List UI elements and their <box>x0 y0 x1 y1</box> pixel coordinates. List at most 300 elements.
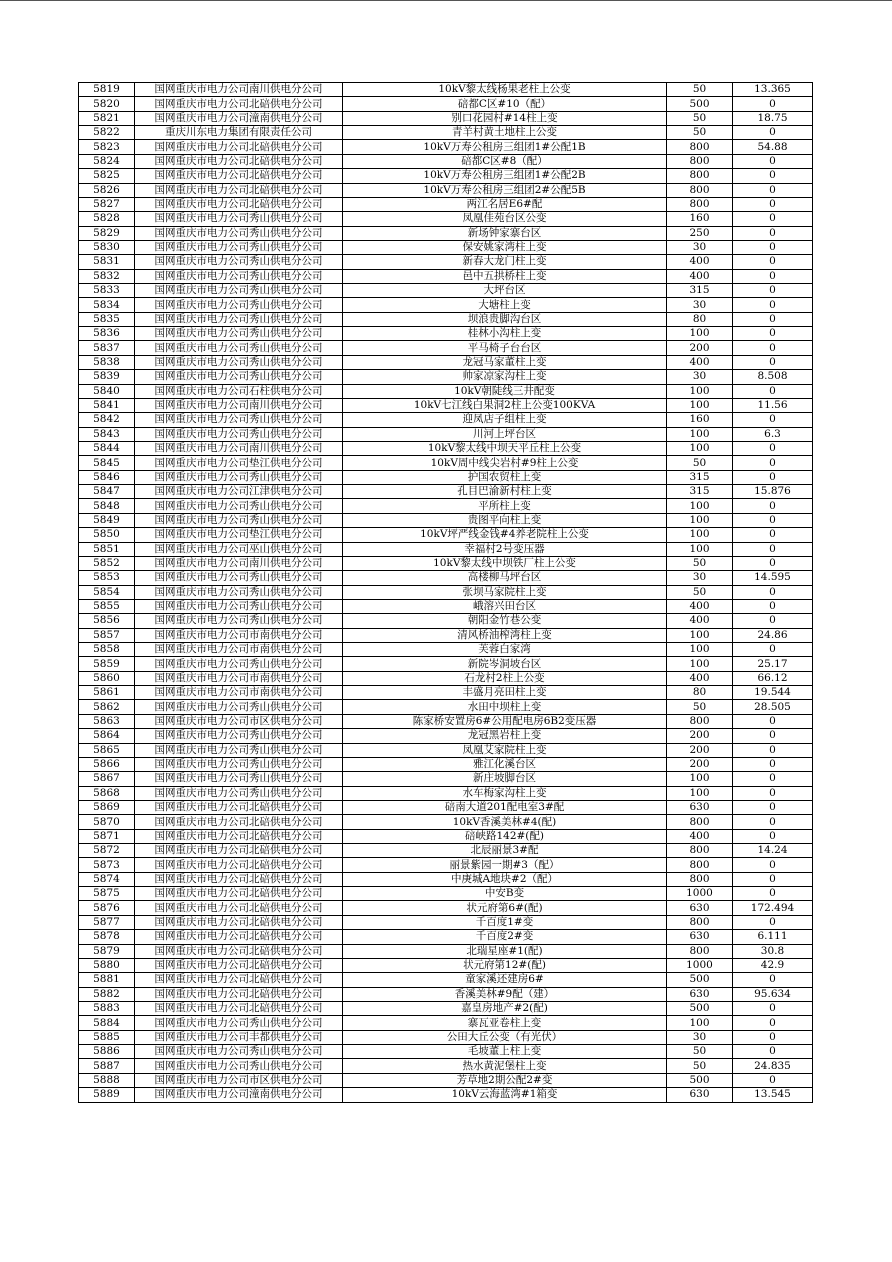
value-cell: 25.17 <box>733 657 813 671</box>
row-number-cell: 5821 <box>79 111 135 125</box>
row-number-cell: 5842 <box>79 413 135 427</box>
transformer-name-cell: 10kV黎太线杨果老柱上公变 <box>343 83 667 97</box>
company-cell: 国网重庆市电力公司秀山供电分公司 <box>135 298 343 312</box>
transformer-name-cell: 10kV香溪美林#4(配) <box>343 815 667 829</box>
row-number-cell: 5846 <box>79 470 135 484</box>
transformer-name-cell: 丽景紫园一期#3（配） <box>343 858 667 872</box>
value-cell: 0 <box>733 226 813 240</box>
table-row <box>79 140 813 154</box>
table-row <box>79 643 813 657</box>
row-number-cell: 5869 <box>79 800 135 814</box>
company-cell: 国网重庆市电力公司北碚供电分公司 <box>135 901 343 915</box>
table-row <box>79 714 813 728</box>
capacity-cell: 800 <box>667 154 733 168</box>
company-cell: 国网重庆市电力公司北碚供电分公司 <box>135 987 343 1001</box>
row-number-cell: 5841 <box>79 398 135 412</box>
transformer-name-cell: 热水黄泥堡柱上变 <box>343 1059 667 1073</box>
value-cell: 30.8 <box>733 944 813 958</box>
transformer-name-cell: 雅江化溪台区 <box>343 757 667 771</box>
value-cell: 15.876 <box>733 485 813 499</box>
table-row <box>79 628 813 642</box>
value-cell: 95.634 <box>733 987 813 1001</box>
transformer-name-cell: 10kV七江线白果洞2柱上公变100KVA <box>343 398 667 412</box>
value-cell: 0 <box>733 355 813 369</box>
capacity-cell: 100 <box>667 384 733 398</box>
transformer-name-cell: 毛坡董上柱上变 <box>343 1045 667 1059</box>
row-number-cell: 5885 <box>79 1030 135 1044</box>
transformer-name-cell: 碚峡路142#(配) <box>343 829 667 843</box>
table-row <box>79 800 813 814</box>
capacity-cell: 800 <box>667 858 733 872</box>
transformer-name-cell: 高楼柳马坪台区 <box>343 571 667 585</box>
value-cell: 13.365 <box>733 83 813 97</box>
capacity-cell: 200 <box>667 743 733 757</box>
transformer-name-cell: 中庚城A地块#2（配） <box>343 872 667 886</box>
capacity-cell: 80 <box>667 312 733 326</box>
capacity-cell: 80 <box>667 686 733 700</box>
company-cell: 国网重庆市电力公司北碚供电分公司 <box>135 97 343 111</box>
value-cell: 8.508 <box>733 370 813 384</box>
row-number-cell: 5827 <box>79 197 135 211</box>
row-number-cell: 5889 <box>79 1088 135 1102</box>
table-row <box>79 987 813 1001</box>
table-body <box>79 83 813 1103</box>
row-number-cell: 5840 <box>79 384 135 398</box>
company-cell: 国网重庆市电力公司北碚供电分公司 <box>135 973 343 987</box>
table-row <box>79 944 813 958</box>
value-cell: 14.24 <box>733 844 813 858</box>
row-number-cell: 5888 <box>79 1073 135 1087</box>
table-row <box>79 111 813 125</box>
table-row <box>79 829 813 843</box>
table-row <box>79 858 813 872</box>
transformer-name-cell: 龙冠黑岩柱上变 <box>343 729 667 743</box>
capacity-cell: 100 <box>667 786 733 800</box>
transformer-name-cell: 芙蓉白家湾 <box>343 643 667 657</box>
value-cell: 18.75 <box>733 111 813 125</box>
capacity-cell: 315 <box>667 485 733 499</box>
transformer-name-cell: 凤凰艾家院柱上变 <box>343 743 667 757</box>
company-cell: 国网重庆市电力公司北碚供电分公司 <box>135 844 343 858</box>
transformer-name-cell: 桂林小沟柱上变 <box>343 327 667 341</box>
transformer-name-cell: 丰盛月亮田柱上变 <box>343 686 667 700</box>
row-number-cell: 5838 <box>79 355 135 369</box>
value-cell: 0 <box>733 542 813 556</box>
table-row <box>79 384 813 398</box>
capacity-cell: 1000 <box>667 887 733 901</box>
row-number-cell: 5854 <box>79 585 135 599</box>
company-cell: 重庆川东电力集团有限责任公司 <box>135 126 343 140</box>
table-row <box>79 413 813 427</box>
table-row <box>79 786 813 800</box>
company-cell: 国网重庆市电力公司秀山供电分公司 <box>135 370 343 384</box>
row-number-cell: 5861 <box>79 686 135 700</box>
capacity-cell: 400 <box>667 671 733 685</box>
capacity-cell: 50 <box>667 83 733 97</box>
table-row <box>79 83 813 97</box>
capacity-cell: 630 <box>667 987 733 1001</box>
value-cell: 0 <box>733 327 813 341</box>
value-cell: 0 <box>733 1002 813 1016</box>
value-cell: 0 <box>733 456 813 470</box>
value-cell: 28.505 <box>733 700 813 714</box>
company-cell: 国网重庆市电力公司秀山供电分公司 <box>135 1016 343 1030</box>
table-row <box>79 556 813 570</box>
row-number-cell: 5887 <box>79 1059 135 1073</box>
capacity-cell: 30 <box>667 240 733 254</box>
transformer-name-cell: 平马椅子台台区 <box>343 341 667 355</box>
value-cell: 0 <box>733 973 813 987</box>
row-number-cell: 5872 <box>79 844 135 858</box>
company-cell: 国网重庆市电力公司秀山供电分公司 <box>135 614 343 628</box>
company-cell: 国网重庆市电力公司北碚供电分公司 <box>135 829 343 843</box>
capacity-cell: 800 <box>667 197 733 211</box>
capacity-cell: 630 <box>667 930 733 944</box>
company-cell: 国网重庆市电力公司秀山供电分公司 <box>135 599 343 613</box>
row-number-cell: 5860 <box>79 671 135 685</box>
row-number-cell: 5826 <box>79 183 135 197</box>
transformer-table <box>78 82 813 1103</box>
value-cell: 0 <box>733 643 813 657</box>
table-row <box>79 1016 813 1030</box>
capacity-cell: 100 <box>667 772 733 786</box>
transformer-name-cell: 千百度1#变 <box>343 915 667 929</box>
row-number-cell: 5862 <box>79 700 135 714</box>
capacity-cell: 50 <box>667 111 733 125</box>
value-cell: 0 <box>733 800 813 814</box>
value-cell: 42.9 <box>733 958 813 972</box>
capacity-cell: 315 <box>667 284 733 298</box>
company-cell: 国网重庆市电力公司北碚供电分公司 <box>135 915 343 929</box>
transformer-name-cell: 川河上坪台区 <box>343 427 667 441</box>
capacity-cell: 100 <box>667 628 733 642</box>
table-row <box>79 599 813 613</box>
table-row <box>79 169 813 183</box>
company-cell: 国网重庆市电力公司秀山供电分公司 <box>135 427 343 441</box>
value-cell: 66.12 <box>733 671 813 685</box>
table-row <box>79 499 813 513</box>
transformer-name-cell: 幸福村2号变压器 <box>343 542 667 556</box>
transformer-name-cell: 碚南大道201配电室3#配 <box>343 800 667 814</box>
capacity-cell: 400 <box>667 599 733 613</box>
value-cell: 0 <box>733 528 813 542</box>
company-cell: 国网重庆市电力公司秀山供电分公司 <box>135 743 343 757</box>
table-row <box>79 212 813 226</box>
company-cell: 国网重庆市电力公司潼南供电分公司 <box>135 111 343 125</box>
value-cell: 172.494 <box>733 901 813 915</box>
table-row <box>79 427 813 441</box>
transformer-name-cell: 碚都C区#10（配） <box>343 97 667 111</box>
value-cell: 0 <box>733 240 813 254</box>
value-cell: 0 <box>733 915 813 929</box>
transformer-name-cell: 碚都C区#8（配） <box>343 154 667 168</box>
capacity-cell: 800 <box>667 183 733 197</box>
company-cell: 国网重庆市电力公司南川供电分公司 <box>135 441 343 455</box>
company-cell: 国网重庆市电力公司秀山供电分公司 <box>135 240 343 254</box>
table-row <box>79 700 813 714</box>
transformer-name-cell: 10kV周中线尖岩村#9柱上公变 <box>343 456 667 470</box>
company-cell: 国网重庆市电力公司市南供电分公司 <box>135 671 343 685</box>
transformer-name-cell: 10kV黎太线中坝铁厂柱上公变 <box>343 556 667 570</box>
capacity-cell: 800 <box>667 844 733 858</box>
company-cell: 国网重庆市电力公司秀山供电分公司 <box>135 413 343 427</box>
transformer-name-cell: 凤凰佳苑台区公变 <box>343 212 667 226</box>
transformer-name-cell: 新春大龙门柱上变 <box>343 255 667 269</box>
table-row <box>79 542 813 556</box>
company-cell: 国网重庆市电力公司秀山供电分公司 <box>135 700 343 714</box>
company-cell: 国网重庆市电力公司秀山供电分公司 <box>135 327 343 341</box>
row-number-cell: 5822 <box>79 126 135 140</box>
transformer-name-cell: 贵图平向柱上变 <box>343 513 667 527</box>
row-number-cell: 5857 <box>79 628 135 642</box>
capacity-cell: 500 <box>667 973 733 987</box>
value-cell: 6.111 <box>733 930 813 944</box>
table-row <box>79 887 813 901</box>
company-cell: 国网重庆市电力公司秀山供电分公司 <box>135 757 343 771</box>
company-cell: 国网重庆市电力公司北碚供电分公司 <box>135 154 343 168</box>
company-cell: 国网重庆市电力公司秀山供电分公司 <box>135 657 343 671</box>
company-cell: 国网重庆市电力公司市区供电分公司 <box>135 1073 343 1087</box>
value-cell: 0 <box>733 743 813 757</box>
company-cell: 国网重庆市电力公司市南供电分公司 <box>135 686 343 700</box>
value-cell: 0 <box>733 1016 813 1030</box>
table-row <box>79 341 813 355</box>
capacity-cell: 500 <box>667 1073 733 1087</box>
row-number-cell: 5843 <box>79 427 135 441</box>
table-row <box>79 456 813 470</box>
company-cell: 国网重庆市电力公司北碚供电分公司 <box>135 169 343 183</box>
value-cell: 0 <box>733 1073 813 1087</box>
company-cell: 国网重庆市电力公司北碚供电分公司 <box>135 183 343 197</box>
capacity-cell: 30 <box>667 1030 733 1044</box>
row-number-cell: 5851 <box>79 542 135 556</box>
row-number-cell: 5847 <box>79 485 135 499</box>
capacity-cell: 800 <box>667 140 733 154</box>
capacity-cell: 100 <box>667 542 733 556</box>
transformer-name-cell: 芳草地2期公配2#变 <box>343 1073 667 1087</box>
value-cell: 0 <box>733 183 813 197</box>
value-cell: 0 <box>733 154 813 168</box>
value-cell: 0 <box>733 312 813 326</box>
transformer-name-cell: 公田大丘公变（有光伏） <box>343 1030 667 1044</box>
value-cell: 0 <box>733 126 813 140</box>
transformer-name-cell: 中安B变 <box>343 887 667 901</box>
company-cell: 国网重庆市电力公司秀山供电分公司 <box>135 513 343 527</box>
row-number-cell: 5871 <box>79 829 135 843</box>
value-cell: 0 <box>733 255 813 269</box>
row-number-cell: 5877 <box>79 915 135 929</box>
table-row <box>79 513 813 527</box>
company-cell: 国网重庆市电力公司潼南供电分公司 <box>135 1088 343 1102</box>
table-row <box>79 1045 813 1059</box>
capacity-cell: 30 <box>667 298 733 312</box>
transformer-name-cell: 童家溪还建房6# <box>343 973 667 987</box>
company-cell: 国网重庆市电力公司秀山供电分公司 <box>135 255 343 269</box>
table-row <box>79 97 813 111</box>
table-row <box>79 528 813 542</box>
row-number-cell: 5882 <box>79 987 135 1001</box>
capacity-cell: 315 <box>667 470 733 484</box>
table-row <box>79 183 813 197</box>
capacity-cell: 630 <box>667 800 733 814</box>
row-number-cell: 5864 <box>79 729 135 743</box>
value-cell: 0 <box>733 872 813 886</box>
capacity-cell: 200 <box>667 757 733 771</box>
company-cell: 国网重庆市电力公司北碚供电分公司 <box>135 944 343 958</box>
transformer-name-cell: 大塘柱上变 <box>343 298 667 312</box>
transformer-name-cell: 10kV万寿公租房三组团1#公配2B <box>343 169 667 183</box>
table-row <box>79 126 813 140</box>
capacity-cell: 100 <box>667 657 733 671</box>
row-number-cell: 5824 <box>79 154 135 168</box>
capacity-cell: 400 <box>667 829 733 843</box>
transformer-name-cell: 新场钟家寨台区 <box>343 226 667 240</box>
capacity-cell: 100 <box>667 513 733 527</box>
transformer-name-cell: 10kV万寿公租房三组团2#公配5B <box>343 183 667 197</box>
row-number-cell: 5830 <box>79 240 135 254</box>
company-cell: 国网重庆市电力公司垫江供电分公司 <box>135 456 343 470</box>
company-cell: 国网重庆市电力公司石柱供电分公司 <box>135 384 343 398</box>
transformer-name-cell: 水车梅家沟柱上变 <box>343 786 667 800</box>
transformer-name-cell: 陈家桥安置房6#公用配电房6B2变压器 <box>343 714 667 728</box>
company-cell: 国网重庆市电力公司垫江供电分公司 <box>135 528 343 542</box>
table-row <box>79 1088 813 1102</box>
row-number-cell: 5823 <box>79 140 135 154</box>
value-cell: 0 <box>733 757 813 771</box>
transformer-name-cell: 张坝马家院柱上变 <box>343 585 667 599</box>
transformer-name-cell: 10kV云海蓝湾#1箱变 <box>343 1088 667 1102</box>
row-number-cell: 5850 <box>79 528 135 542</box>
row-number-cell: 5849 <box>79 513 135 527</box>
company-cell: 国网重庆市电力公司丰都供电分公司 <box>135 1030 343 1044</box>
capacity-cell: 800 <box>667 944 733 958</box>
company-cell: 国网重庆市电力公司北碚供电分公司 <box>135 140 343 154</box>
row-number-cell: 5875 <box>79 887 135 901</box>
transformer-name-cell: 龙冠马家董柱上变 <box>343 355 667 369</box>
capacity-cell: 630 <box>667 1088 733 1102</box>
transformer-name-cell: 10kV黎太线中坝天平丘柱上公变 <box>343 441 667 455</box>
company-cell: 国网重庆市电力公司秀山供电分公司 <box>135 1059 343 1073</box>
transformer-name-cell: 平所柱上变 <box>343 499 667 513</box>
table-row <box>79 327 813 341</box>
table-row <box>79 441 813 455</box>
value-cell: 14.595 <box>733 571 813 585</box>
table-row <box>79 571 813 585</box>
table-row <box>79 729 813 743</box>
capacity-cell: 800 <box>667 169 733 183</box>
table-row <box>79 772 813 786</box>
table-row <box>79 1030 813 1044</box>
capacity-cell: 50 <box>667 585 733 599</box>
transformer-name-cell: 10kV万寿公租房三组团1#公配1B <box>343 140 667 154</box>
company-cell: 国网重庆市电力公司秀山供电分公司 <box>135 1045 343 1059</box>
capacity-cell: 100 <box>667 643 733 657</box>
transformer-name-cell: 状元府第6#(配) <box>343 901 667 915</box>
value-cell: 0 <box>733 729 813 743</box>
table-row <box>79 1073 813 1087</box>
row-number-cell: 5836 <box>79 327 135 341</box>
transformer-name-cell: 10kV朝陡线三井配变 <box>343 384 667 398</box>
table-row <box>79 671 813 685</box>
value-cell: 0 <box>733 772 813 786</box>
value-cell: 6.3 <box>733 427 813 441</box>
capacity-cell: 50 <box>667 1059 733 1073</box>
row-number-cell: 5845 <box>79 456 135 470</box>
company-cell: 国网重庆市电力公司北碚供电分公司 <box>135 800 343 814</box>
company-cell: 国网重庆市电力公司北碚供电分公司 <box>135 887 343 901</box>
table-row <box>79 844 813 858</box>
row-number-cell: 5873 <box>79 858 135 872</box>
transformer-name-cell: 北辰丽景3#配 <box>343 844 667 858</box>
transformer-name-cell: 帅家凉家沟柱上变 <box>343 370 667 384</box>
table-row <box>79 298 813 312</box>
value-cell: 54.88 <box>733 140 813 154</box>
capacity-cell: 800 <box>667 872 733 886</box>
row-number-cell: 5834 <box>79 298 135 312</box>
transformer-name-cell: 清风桥油榨湾柱上变 <box>343 628 667 642</box>
capacity-cell: 500 <box>667 97 733 111</box>
table-row <box>79 370 813 384</box>
capacity-cell: 630 <box>667 901 733 915</box>
row-number-cell: 5855 <box>79 599 135 613</box>
value-cell: 0 <box>733 1030 813 1044</box>
capacity-cell: 30 <box>667 370 733 384</box>
value-cell: 0 <box>733 284 813 298</box>
table-row <box>79 973 813 987</box>
transformer-name-cell: 状元府第12#(配) <box>343 958 667 972</box>
row-number-cell: 5853 <box>79 571 135 585</box>
table-row <box>79 901 813 915</box>
table-row <box>79 657 813 671</box>
row-number-cell: 5870 <box>79 815 135 829</box>
transformer-name-cell: 嘉皇房地产#2(配) <box>343 1002 667 1016</box>
value-cell: 0 <box>733 384 813 398</box>
row-number-cell: 5879 <box>79 944 135 958</box>
row-number-cell: 5844 <box>79 441 135 455</box>
capacity-cell: 100 <box>667 398 733 412</box>
company-cell: 国网重庆市电力公司秀山供电分公司 <box>135 729 343 743</box>
table-row <box>79 1059 813 1073</box>
page-top-rule <box>0 0 892 1</box>
capacity-cell: 50 <box>667 126 733 140</box>
transformer-name-cell: 迎凤店子组柱上变 <box>343 413 667 427</box>
capacity-cell: 30 <box>667 571 733 585</box>
value-cell: 13.545 <box>733 1088 813 1102</box>
value-cell: 0 <box>733 786 813 800</box>
capacity-cell: 1000 <box>667 958 733 972</box>
capacity-cell: 100 <box>667 1016 733 1030</box>
transformer-name-cell: 青羊村黄土地柱上公变 <box>343 126 667 140</box>
transformer-name-cell: 坝浪贵脚沟台区 <box>343 312 667 326</box>
transformer-name-cell: 新院岑洞坡台区 <box>343 657 667 671</box>
capacity-cell: 100 <box>667 499 733 513</box>
value-cell: 0 <box>733 513 813 527</box>
row-number-cell: 5883 <box>79 1002 135 1016</box>
table-row <box>79 757 813 771</box>
value-cell: 0 <box>733 599 813 613</box>
transformer-name-cell: 北瑞星座#1(配) <box>343 944 667 958</box>
company-cell: 国网重庆市电力公司北碚供电分公司 <box>135 930 343 944</box>
company-cell: 国网重庆市电力公司江津供电分公司 <box>135 485 343 499</box>
company-cell: 国网重庆市电力公司秀山供电分公司 <box>135 312 343 326</box>
transformer-name-cell: 10kV坪严线金钱#4养老院柱上公变 <box>343 528 667 542</box>
table-row <box>79 815 813 829</box>
company-cell: 国网重庆市电力公司市区供电分公司 <box>135 714 343 728</box>
capacity-cell: 800 <box>667 714 733 728</box>
capacity-cell: 100 <box>667 427 733 441</box>
company-cell: 国网重庆市电力公司秀山供电分公司 <box>135 772 343 786</box>
row-number-cell: 5867 <box>79 772 135 786</box>
